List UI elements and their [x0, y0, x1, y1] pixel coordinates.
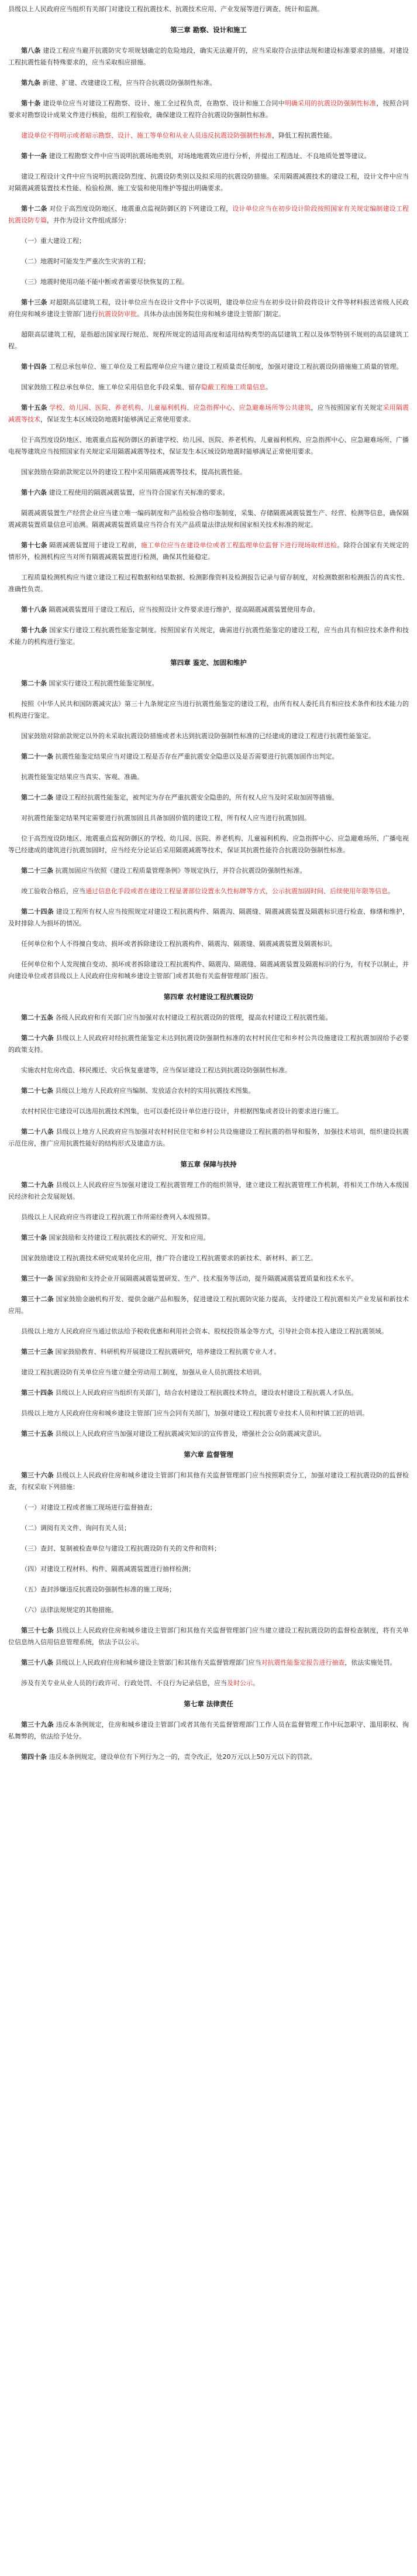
- highlighted-text: 及时公示: [227, 1679, 253, 1687]
- article-paragraph: [8, 467, 409, 478]
- article-paragraph: [8, 1751, 409, 1763]
- chapter-heading: 第四章 农村建设工程抗震设防: [163, 993, 254, 1001]
- body-text: 抗震性能鉴定结果应当对建设工程是否存在严重抗震安全隐患以及是否需要进行抗震加固作出判定。: [53, 753, 339, 760]
- article-number: 第三十五条: [21, 1430, 53, 1438]
- body-text: 县级以上地方人民政府住房和城乡建设主管部门应当会同有关部门，加强对建设工程抗震专业技术人员和村镇工匠的培训。: [21, 1409, 368, 1417]
- body-text: ，并作为设计文件组成部分：: [47, 217, 130, 224]
- article-number: 第三十条: [21, 1234, 47, 1241]
- body-text: ，降低工程抗震性能。: [272, 132, 336, 139]
- body-text: 。除符合国家有关规定的情形外，检测机构应当对所有隔震减震装置进行检测，确保其性能稳定。: [8, 541, 409, 561]
- article-paragraph: [8, 771, 409, 783]
- article-number: 第三十二条: [21, 1295, 54, 1303]
- article-paragraph: [8, 276, 409, 288]
- highlighted-text: 采用隔震减震等技术: [8, 404, 409, 423]
- body-text: 县级以上人民政府住房和城乡建设主管部门和其他有关监督管理部门应当按照职责分工，加强对建设工程抗震设防的监督检查，有权采取下列措施：: [8, 1471, 409, 1491]
- article-paragraph: [8, 751, 409, 763]
- article-paragraph: [8, 1719, 409, 1743]
- body-text: 违反本条例规定，建设单位有下列行为之一的，责令改正，处20万元以上50万元以下的罚款。: [47, 1753, 316, 1761]
- body-text: 实施农村危房改造、移民搬迁、灾后恢复重建等，应当保证建设工程达到抗震设防强制性标准。: [21, 1066, 291, 1074]
- article-paragraph: [8, 507, 409, 531]
- article-number: 第二十四条: [21, 908, 54, 915]
- article-paragraph: [8, 1387, 409, 1399]
- chapter-heading: 第七章 法律责任: [184, 1700, 233, 1708]
- article-paragraph: [8, 1543, 409, 1555]
- article-paragraph: [8, 1604, 409, 1616]
- body-text: 县级以上人民政府应当加强对建设工程抗震减灾知识的宣传普及，增强社会公众防震减灾意识。: [53, 1430, 326, 1438]
- article-paragraph: [8, 1563, 409, 1575]
- body-text: （二）地震时可能发生严重次生灾害的工程；: [21, 258, 150, 265]
- body-text: 隔震减震装置用于建设工程后，应当按照设计文件要求进行维护，提高隔震减震装置使用寿命。: [47, 606, 319, 613]
- body-text: 国家实行建设工程抗震性能鉴定制度。按照国家有关规定，确需进行抗震性能鉴定的建设工程，应当由具有相应技术条件和技术能力的机构进行鉴定。: [8, 626, 409, 646]
- body-text: 县级以上人民政府住房和城乡建设主管部门和其他有关监督管理部门应当建立建设工程抗震设防的监督检查制度，将有关单位信息纳入信用信息管理系统，依法予以公示。: [8, 1627, 409, 1646]
- body-text: （六）法律法规规定的其他措施。: [21, 1606, 118, 1614]
- article-paragraph: [8, 1408, 409, 1419]
- article-paragraph: [8, 1625, 409, 1648]
- article-paragraph: [8, 402, 409, 426]
- body-text: 竣工验收合格后，应当: [21, 887, 85, 895]
- body-text: （一）重大建设工程；: [21, 237, 85, 245]
- chapter-heading: 第三章 勘察、设计和施工: [170, 26, 247, 34]
- article-paragraph: [8, 487, 409, 499]
- article-number: 第三十八条: [21, 1659, 53, 1666]
- article-paragraph: [8, 434, 409, 458]
- chapter-heading: 第四章 鉴定、加固和维护: [170, 658, 247, 667]
- body-text: 。: [388, 887, 394, 895]
- body-text: 国家鼓励建设工程抗震技术研究成果转化应用，推广符合建设工程抗震要求的新技术、新材料、新工艺。: [21, 1254, 317, 1262]
- article-number: 第十一条: [21, 152, 47, 160]
- body-text: 建设工程应当避开抗震防灾专项规划确定的危险地段，确实无法避开的，应当采取符合法律法规和建设标准要求的措施。对建设工程抗震性能有特殊要求的，应当采取相应措施。: [8, 47, 409, 66]
- body-text: 县级以上地方人民政府应当通过依法给予税收优惠和利用社会资本、股权投资基金等方式，引导社会资本投入建设工程抗震领域。: [21, 1328, 388, 1335]
- highlighted-text: 通过信息化手段或者在建设工程显著部位设置永久性标牌等方式，公示抗震加固时间、后续使用年限等信息: [85, 887, 388, 895]
- article-paragraph: [8, 604, 409, 616]
- article-paragraph: [8, 1179, 409, 1203]
- article-paragraph: [8, 150, 409, 162]
- body-text: 建设工程抗震设防有关单位应当建立健全劳动用工制度，加强从业人员抗震技术培训。: [21, 1368, 266, 1376]
- body-text: （三）查封、复制被检查单位与建设工程抗震设防有关的文件和资料；: [21, 1545, 220, 1552]
- article-paragraph: [8, 1346, 409, 1358]
- article-paragraph: [8, 1212, 409, 1223]
- body-text: 。: [266, 383, 272, 391]
- body-text: 县级以上人民政府应当将建设工程抗震工作所需经费列入本级预算。: [21, 1213, 214, 1221]
- article-paragraph: [8, 625, 409, 648]
- body-text: 位于高烈度设防地区、地震重点监视防御区的新建学校、幼儿园、医院、养老机构、儿童福利机构、应急指挥中心、应急避难场所、广播电视等建筑应当按照国家有关规定采用隔震减震等技术，保证发生本区域设防地震时能够满足正常使用要求。: [8, 436, 409, 455]
- article-paragraph: [8, 98, 409, 121]
- article-paragraph: [8, 1273, 409, 1285]
- article-paragraph: [8, 938, 409, 950]
- article-paragraph: [8, 1294, 409, 1317]
- body-text: 县级以上人民政府住房和城乡建设主管部门和其他有关监督管理部门应当: [53, 1659, 261, 1666]
- highlighted-text: 学校、幼儿园、医院、养老机构、儿童福利机构、应急指挥中心、应急避难场所等公共建筑: [49, 404, 311, 411]
- article-paragraph: [8, 297, 409, 320]
- article-paragraph: [8, 865, 409, 877]
- article-number: 第三十四条: [21, 1389, 53, 1397]
- body-text: 抗震性能鉴定结果应当真实、客观、准确。: [21, 773, 143, 781]
- body-text: 国家鼓励在除前款规定以外的建设工程中采用隔震减震等技术，提高抗震性能。: [21, 468, 246, 476]
- body-text: 国家实行建设工程抗震性能鉴定制度。: [47, 680, 158, 687]
- article-paragraph: [8, 1232, 409, 1244]
- article-number: 第二十三条: [21, 867, 53, 874]
- highlighted-text: 建设单位不得明示或者暗示勘察、设计、施工等单位和从业人员违反抗震设防强制性标准: [21, 132, 272, 139]
- article-paragraph: [8, 329, 409, 352]
- article-paragraph: [8, 1033, 409, 1056]
- article-paragraph: [8, 1678, 409, 1689]
- article-paragraph: [8, 1012, 409, 1024]
- body-text: 县级以上地方人民政府应当编制、发放适合农村的实用抗震技术图集。: [53, 1087, 255, 1095]
- article-paragraph: [8, 203, 409, 227]
- body-text: 位于高烈度设防地区、地震重点监视防御区的学校、幼儿园、医院、养老机构、儿童福利机构、应急指挥中心、应急避难场所、广播电视等已经建成的建筑进行抗震加固时，应当经充分论证后采用隔震减震等技术，保证其抗震性能符合抗震设防强制性标准。: [8, 835, 409, 854]
- body-text: 涉及有关专业从业人员的行政许可、行政处罚、不良行为记录信息，应当: [21, 1679, 227, 1687]
- article-number: 第二十二条: [21, 794, 53, 801]
- highlighted-text: 对抗震性能鉴定报告进行抽查: [261, 1659, 345, 1666]
- body-text: 建设工程勘察文件中应当说明抗震场地类别，对场地地震效应进行分析，并提出工程选址、不良地质处置等建议。: [47, 152, 371, 160]
- body-text: （二）调阅有关文件、询问有关人员；: [21, 1524, 130, 1532]
- article-paragraph: [8, 171, 409, 194]
- highlighted-text: 抗震设防审批: [98, 310, 137, 318]
- article-paragraph: [8, 1126, 409, 1150]
- body-text: 隔震减震装置生产经营企业应当建立唯一编码制度和产品检验合格印鉴制度，采集、存储隔震减震装置生产、经营、检测等信息，确保隔震减震装置质量信息可追溯。隔震减震装置质量应当符合有关产品质量法律法规和国家相关技术标准的规定。: [8, 509, 409, 529]
- article-number: 第十条: [21, 100, 41, 107]
- body-text: 工程总承包单位、施工单位及工程监理单位应当建立建设工程质量责任制度，加强对建设工程抗震设防措施施工质量的管理。: [47, 363, 403, 371]
- body-text: 对超限高层建筑工程，设计单位应当在设计文件中予以说明，建设单位应当在初步设计阶段将设计文件等材料报送省级人民政府住房和城乡建设主管部门进行: [8, 299, 409, 318]
- body-text: 新建、扩建、改建建设工程，应当符合抗震设防强制性标准。: [40, 79, 216, 87]
- body-text: 建设工程使用的隔震减震装置，应当符合国家有关标准的要求。: [47, 489, 229, 496]
- article-number: 第三十三条: [21, 1348, 53, 1356]
- article-paragraph: [8, 833, 409, 856]
- body-text: 隔震减震装置用于建设工程前，: [47, 541, 141, 549]
- article-paragraph: [8, 235, 409, 247]
- article-paragraph: [8, 959, 409, 982]
- article-paragraph: [8, 1085, 409, 1097]
- article-number: 第三十九条: [21, 1721, 54, 1728]
- chapter-heading: 第六章 监督管理: [184, 1450, 233, 1459]
- article-number: 第二十一条: [21, 753, 53, 760]
- body-text: 各级人民政府和有关部门应当加强对农村建设工程抗震设防的管理，提高农村建设工程抗震性能。: [53, 1014, 332, 1021]
- body-text: 国家鼓励和支持企业开展隔震减震装置研发、生产、技术服务等活动，提升隔震减震装置质量和技术水平。: [53, 1275, 358, 1282]
- body-text: 抗震加固应当依照《建设工程质量管理条例》等规定执行，并符合抗震设防强制性标准。: [53, 867, 306, 874]
- body-text: （四）对建设工程材料、构件、隔震减震装置进行抽样检测；: [21, 1565, 195, 1573]
- body-text: ，按照合同要求对勘察设计成果文件进行核验，组织工程验收，确保建设工程符合抗震设防强制性标准。: [8, 100, 409, 119]
- body-text: 。具体办法由国务院住房和城乡建设主管部门制定。: [137, 310, 285, 318]
- article-paragraph: [8, 1657, 409, 1669]
- body-text: 建设工程所有权人应当按照规定对建设工程抗震构件、隔震沟、隔震缝、隔震减震装置及隔震标识进行检查、修缮和维护，及时排除人为损坏的情况。: [8, 908, 409, 927]
- body-text: （五）查封涉嫌违反抗震设防强制性标准的施工现场；: [21, 1586, 175, 1593]
- article-number: 第十五条: [21, 404, 47, 411]
- body-text: ，依法实施处罚。: [344, 1659, 397, 1666]
- body-text: （三）地震时使用功能不能中断或者需要尽快恢复的工程。: [21, 278, 188, 286]
- body-text: 国家鼓励教育、科研机构开展建设工程抗震研究，培养建设工程抗震专业人才。: [53, 1348, 281, 1356]
- body-text: 国家鼓励金融机构开发、提供金融产品和服务，促进建设工程抗震防灾能力提高，支持建设工程抗震相关产业发展和新技术应用。: [8, 1295, 409, 1315]
- article-paragraph: [8, 906, 409, 929]
- article-paragraph: [8, 1065, 409, 1076]
- article-number: 第二十七条: [21, 1087, 53, 1095]
- article-number: 第四十条: [21, 1753, 47, 1761]
- article-number: 第二十六条: [21, 1034, 54, 1042]
- body-text: 农村村民住宅建设可以选用抗震技术图集，也可以委托设计单位进行设计，并根据图集或者设计的要求进行施工。: [21, 1107, 343, 1115]
- body-text: 建设工程经抗震性能鉴定，被判定为存在严重抗震安全隐患的，所有权人应当及时采取加固等措施。: [53, 794, 339, 801]
- article-paragraph: [8, 1106, 409, 1117]
- article-paragraph: [8, 730, 409, 742]
- article-paragraph: [8, 1470, 409, 1493]
- article-number: 第二十九条: [21, 1181, 54, 1189]
- article-paragraph: [8, 698, 409, 722]
- article-paragraph: [8, 792, 409, 804]
- body-text: 国家鼓励对除前款规定以外的未采取抗震设防措施或者未达到抗震设防强制性标准的已经建成的建设工程进行抗震性能鉴定。: [21, 732, 375, 740]
- article-number: 第三十七条: [21, 1627, 54, 1634]
- body-text: 超限高层建筑工程，是指超出国家现行规范、规程所规定的适用高度和适用结构类型的高层建筑工程以及体型特别不规则的高层建筑工程。: [8, 331, 409, 350]
- article-paragraph: [8, 1502, 409, 1514]
- article-number: 第十七条: [21, 541, 47, 549]
- body-text: 县级以上人民政府对经抗震性能鉴定未达到抗震设防强制性标准的农村村民住宅和乡村公共设施建设工程抗震加固给予必要的政策支持。: [8, 1034, 409, 1054]
- body-text: 对抗震性能鉴定结果判定需要进行抗震加固且具备加固价值的建设工程，所有权人应当进行抗震加固。: [21, 814, 311, 822]
- article-paragraph: [8, 886, 409, 897]
- article-paragraph: [8, 77, 409, 89]
- article-paragraph: [8, 1584, 409, 1596]
- article-number: 第十四条: [21, 363, 47, 371]
- article-number: 第九条: [21, 79, 40, 87]
- body-text: ，应当按照国家有关规定: [311, 404, 383, 411]
- body-text: 任何单位和个人不得擅自变动、损坏或者拆除建设工程抗震构件、隔震沟、隔震缝、隔震减震装置及隔震标识。: [21, 940, 336, 948]
- body-text: 。: [253, 1679, 259, 1687]
- body-text: 工程质量检测机构应当建立建设工程过程数据和结果数据、检测影像资料及检测报告记录与留存制度，对检测数据和检测报告的真实性、准确性负责。: [8, 574, 409, 593]
- article-paragraph: [8, 1253, 409, 1264]
- article-number: 第二十五条: [21, 1014, 53, 1021]
- highlighted-text: 施工单位应当在建设单位或者工程监理单位监督下进行现场取样送检: [140, 541, 337, 549]
- article-number: 第十二条: [21, 205, 47, 212]
- article-paragraph: [8, 572, 409, 595]
- article-paragraph: [8, 1428, 409, 1440]
- body-text: 县级以上人民政府应当组织有关部门，结合农村建设工程抗震技术特点，建设农村建设工程抗震人才队伍。: [53, 1389, 358, 1397]
- body-text: 对位于高烈度设防地区、地震重点监视防御区的下列建设工程，: [47, 205, 233, 212]
- article-paragraph: [8, 361, 409, 373]
- article-number: 第十三条: [21, 299, 47, 306]
- body-text: 违反本条例规定，住房和城乡建设主管部门或者其他有关监督管理部门工作人员在监督管理工作中玩忽职守、滥用职权、徇私舞弊的，依法给予处分。: [8, 1721, 409, 1740]
- body-text: 县级以上地方人民政府应当加强对农村村民住宅和乡村公共设施建设工程抗震的指导和服务，加强技术培训，组织建设抗震示范住房，推广应用抗震性能好的结构形式及建造方法。: [8, 1128, 409, 1147]
- article-number: 第三十六条: [21, 1471, 54, 1479]
- article-number: 第二十条: [21, 680, 47, 687]
- article-paragraph: 县级以上人民政府应当组织有关部门对建设工程抗震技术、抗震技术应用、产业发展等进行调查、统计和监测。: [8, 5, 323, 13]
- article-paragraph: [8, 1367, 409, 1378]
- body-text: （一）对建设工程或者施工现场进行监督抽查；: [21, 1504, 156, 1511]
- highlighted-text: 明确采用的抗震设防强制性标准: [284, 100, 377, 107]
- article-paragraph: [8, 812, 409, 824]
- article-number: 第八条: [21, 47, 41, 54]
- body-text: ，保证发生本区域设防地震时能够满足正常使用要求。: [40, 416, 195, 423]
- body-text: 县级以上人民政府应当加强对建设工程抗震管理工作的组织领导，建立建设工程抗震管理工作机制，将相关工作纳入本级国民经济和社会发展规划。: [8, 1181, 409, 1200]
- article-paragraph: [8, 1522, 409, 1534]
- article-number: 第十九条: [21, 626, 47, 634]
- article-paragraph: [8, 540, 409, 563]
- body-text: 任何单位和个人发现擅自变动、损坏或者拆除建设工程抗震构件、隔震沟、隔震缝、隔震减震装置及隔震标识的行为，有权予以制止，并向建设单位或者县级以上人民政府住房和城乡建设主管部门或者其他有关监督管理部门报告。: [8, 961, 409, 980]
- body-text: 按照《中华人民共和国防震减灾法》第三十九条规定应当进行抗震性能鉴定的建设工程，由所有权人委托具有相应技术条件和技术能力的机构进行鉴定。: [8, 700, 409, 719]
- highlighted-text: 设计单位应当在初步设计阶段按照国家有关规定编制建设工程抗震设防专篇: [8, 205, 409, 224]
- article-paragraph: [8, 45, 409, 68]
- article-number: 第十六条: [21, 489, 47, 496]
- article-number: 第十八条: [21, 606, 47, 613]
- body-text: 国家鼓励工程总承包单位、施工单位采用信息化手段采集、留存: [21, 383, 201, 391]
- article-paragraph: [8, 678, 409, 690]
- article-paragraph: [8, 130, 409, 142]
- article-paragraph: [8, 382, 409, 393]
- highlighted-text: 隐蔽工程施工质量信息: [201, 383, 266, 391]
- chapter-heading: 第五章 保障与扶持: [180, 1160, 237, 1168]
- body-text: 国家鼓励和支持建设工程抗震技术的研究、开发和应用。: [47, 1234, 210, 1241]
- article-number: 第三十一条: [21, 1275, 53, 1282]
- article-number: 第二十八条: [21, 1128, 54, 1136]
- body-text: 建设单位应当对建设工程勘察、设计、施工全过程负责，在勘察、设计和施工合同中: [40, 100, 285, 107]
- body-text: 建设工程设计文件中应当说明抗震设防烈度、抗震设防类别以及拟采用的抗震设防措施。采用隔震减震技术的建设工程，设计文件中应当对隔震减震装置技术性能、检验检测、施工安装和使用维护等提出明确要求。: [8, 173, 409, 192]
- article-paragraph: [8, 1326, 409, 1337]
- article-paragraph: [8, 256, 409, 267]
